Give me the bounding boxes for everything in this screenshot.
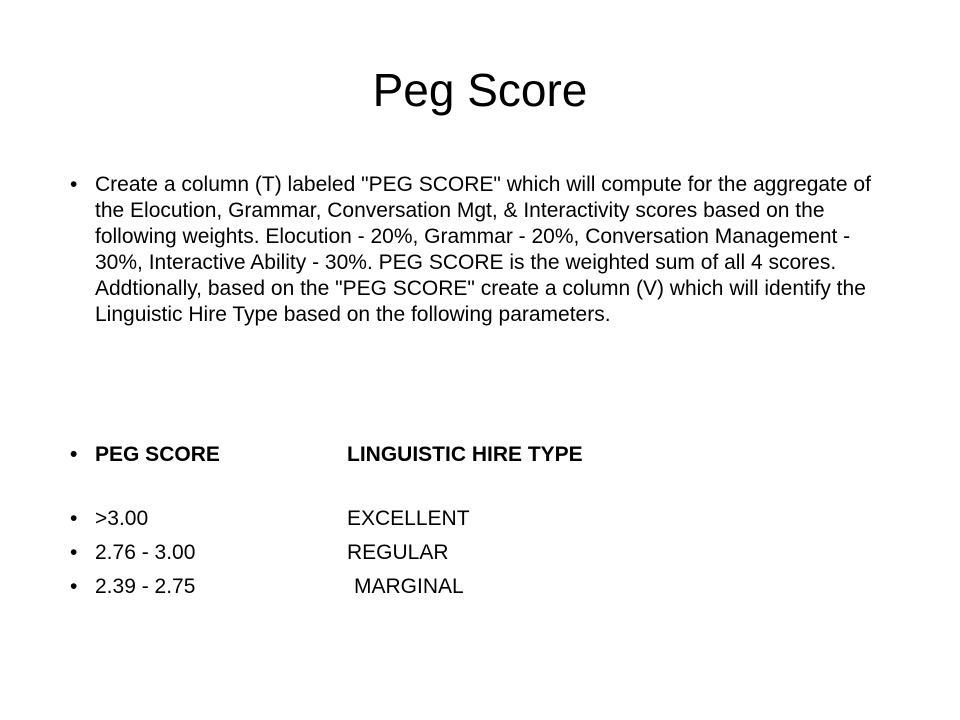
bullet-row-marginal — [70, 574, 604, 600]
score-range: >3.00 — [95, 507, 149, 530]
bullet-paragraph — [70, 172, 895, 328]
slide-title: Peg Score — [372, 64, 588, 116]
bullet-row-excellent — [70, 506, 597, 532]
bullet-icon: • — [70, 541, 78, 564]
bullet-icon: • — [70, 507, 78, 530]
hire-type: REGULAR — [347, 541, 449, 564]
score-range: 2.76 - 3.00 — [95, 541, 196, 564]
header-peg-score: PEG SCORE — [95, 443, 220, 466]
hire-type: MARGINAL — [354, 575, 464, 598]
header-linguistic-hire-type: LINGUISTIC HIRE TYPE — [347, 443, 583, 466]
bullet-icon: • — [70, 173, 78, 196]
bullet-icon: • — [70, 575, 78, 598]
bullet-row-regular — [70, 540, 597, 566]
bullet-icon: • — [70, 443, 78, 466]
score-range: 2.39 - 2.75 — [95, 575, 196, 598]
hire-type: EXCELLENT — [347, 507, 470, 530]
bullet-table-header — [70, 442, 597, 468]
instruction-paragraph: Create a column (T) labeled "PEG SCORE" which will compute for the aggregate of the Elocution, Grammar, Conversation Mgt, & Interactivity scores based on the following weights. Elocution - 20%, Grammar - 20%, Conversation Management - 30%, Interactive Ability - 30%. PEG SCORE is the weighted sum of all 4 scores. Addtionally, based on the "PEG SCORE" create a column (V) which will identify the Linguistic Hire Type based on the following parameters. — [95, 173, 871, 326]
